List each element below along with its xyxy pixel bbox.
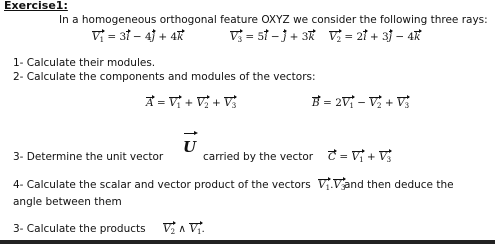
intro-text: In a homogeneous orthogonal feature OXYZ we consider the following three rays: bbox=[59, 14, 488, 26]
question-3-suffix: carried by the vector bbox=[203, 151, 314, 163]
unit-vector-u: U bbox=[183, 138, 196, 156]
question-4-prefix: 4- Calculate the scalar and vector product of the vectors bbox=[13, 179, 311, 191]
bottom-divider bbox=[0, 240, 495, 244]
question-1: 1- Calculate their modules. bbox=[13, 57, 156, 69]
vector-v1-def: $V_1 = 3i - 4j + 4k$ bbox=[92, 31, 184, 44]
question-4-line2: angle between them bbox=[13, 196, 122, 208]
equation-c: $C = V_1 + V_3$ bbox=[328, 151, 392, 164]
question-2: 2- Calculate the components and modules of the vectors: bbox=[13, 71, 316, 83]
vector-v3-def: $V_3 = 5i - j + 3k$ bbox=[230, 31, 315, 44]
exercise-title: Exercise1: bbox=[4, 0, 68, 12]
equation-b: $B = 2V_1 - V_2 + V_3$ bbox=[312, 97, 410, 110]
question-5-prefix: 3- Calculate the products bbox=[13, 223, 146, 235]
equation-a: $A = V_1 + V_2 + V_3$ bbox=[146, 97, 237, 110]
vector-v2-def: $V_2 = 2i + 3j - 4k$ bbox=[329, 31, 421, 44]
question-4-suffix: and then deduce the bbox=[344, 179, 454, 191]
question-4-vectors: $V_1.V_3$ bbox=[318, 179, 346, 192]
question-3-prefix: 3- Determine the unit vector bbox=[13, 151, 164, 163]
question-5-expression: $V_2$ ∧ $V_1$. bbox=[163, 223, 205, 236]
